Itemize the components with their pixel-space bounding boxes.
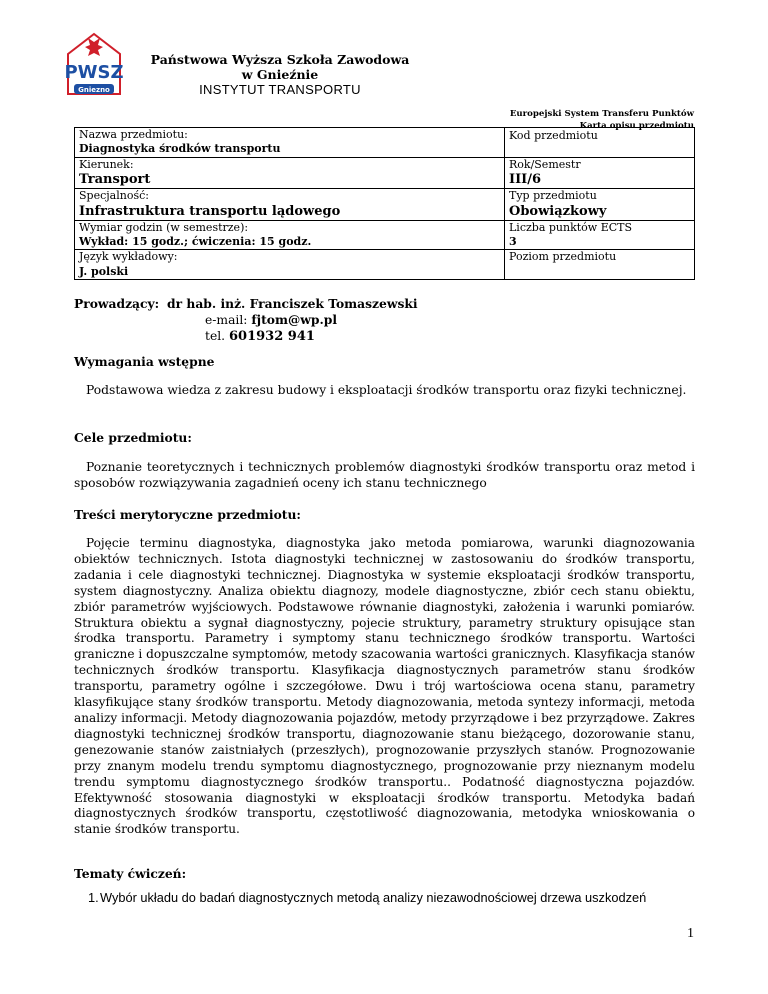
cell-field — [75, 157, 505, 188]
logo-text: PWSZ — [64, 62, 124, 83]
table-row — [75, 128, 695, 158]
section-text-requirements: Podstawowa wiedza z zakresu budowy i eksploatacji środków transportu oraz fizyki technicznej. — [86, 383, 687, 397]
lecturer-label: Prowadzący: — [74, 296, 160, 311]
exercise-list — [88, 890, 695, 906]
table-row — [75, 157, 695, 188]
section-title-requirements: Wymagania wstępne — [74, 354, 215, 369]
cell-specialty — [75, 189, 505, 220]
list-item — [88, 890, 695, 906]
label: Kod przedmiotu — [509, 129, 598, 142]
course-card-table — [74, 127, 695, 280]
page-number: 1 — [687, 926, 694, 941]
lecturer-name: dr hab. inż. Franciszek Tomaszewski — [167, 296, 418, 311]
logo-subtext: Gniezno — [78, 86, 110, 94]
cell-language — [75, 250, 505, 280]
ects-line-1: Europejski System Transferu Punktów — [509, 109, 694, 119]
value: Infrastruktura transportu lądowego — [79, 203, 341, 219]
school-name: Państwowa Wyższa Szkoła Zawodowa — [150, 52, 410, 67]
label: Liczba punktów ECTS — [509, 220, 633, 234]
section-title-goals: Cele przedmiotu: — [74, 430, 192, 445]
label: Kierunek: — [79, 157, 134, 171]
section-text-goals: Poznanie teoretycznych i technicznych problemów diagnostyki środków transportu oraz metod i sposobów rozwiązywania zagadnień oceny ich stanu technicznego — [74, 460, 695, 491]
value: Transport — [79, 172, 151, 188]
list-item-number: 1. — [88, 890, 99, 905]
section-text-content: Pojęcie terminu diagnostyka, diagnostyka jako metoda pomiarowa, warunki diagnozowania obiektów technicznych. Istota diagnostyki technicznej w zastosowaniu do środków transportu, zadania i cele diagnostyki technicznej. Diagnostyka w systemie eksploatacji środków transportu, system diagnostyczny. Analiza obiektu diagnozy, modele diagnostyczne, zbiór cech stanu obiektu, zbiór parametrów wyjściowych. Podstawowe równanie diagnostyki, założenia i warunki pomiarów. Struktura obiektu a sygnał diagnostyczny, pojecie struktury, parametry struktury opisujące stan środka transportu. Parametry i symptomy stanu technicznego środków transportu. Wartości graniczne i dopuszczalne symptomów, metody szacowania wartości granicznych. Klasyfikacja stanów technicznych środków transportu. Klasyfikacja diagnostycznych parametrów stanu środków transportu, parametry ogólne i szczegółowe. Dwu i trój wartościowa ocena stanu, parametry klasyfikujące stany środków transportu. Metody diagnozowania, metoda syntezy informacji, metoda analizy informacji. Metody diagnozowania pojazdów, metody przyrządowe i bez przyrządowe. Zakres diagnostyki technicznej środków transportu, diagnozowanie stanu bieżącego, dozorowanie stanu, genezowanie stanów zaistniałych (przeszłych), prognozowanie przyszłych stanów. Prognozowanie przy znanym modelu trendu symptomu diagnostycznego, prognozowanie przy nieznanym modelu trendu symptomu diagnostycznego środków transportu.. Podatność diagnostyczna pojazdów. Efektywność stosowania diagnostyki w eksploatacji środków transportu. Metodyka badań diagnostycznych środków transportu, częstotliwość diagnozowania, metodyka wnioskowania o stanie środków transportu. — [74, 536, 695, 837]
label: Nazwa przedmiotu: — [79, 128, 188, 141]
cell-ects — [505, 220, 695, 250]
cell-subject-code — [505, 128, 695, 158]
school-city: w Gnieźnie — [241, 67, 319, 82]
pwsz-logo — [58, 30, 130, 100]
label: Wymiar godzin (w semestrze): — [79, 220, 249, 234]
lecturer-phone: 601932 941 — [228, 329, 315, 344]
value: Obowiązkowy — [509, 203, 607, 219]
value: 3 — [509, 235, 517, 249]
value: III/6 — [509, 172, 542, 188]
label: Typ przedmiotu — [509, 189, 597, 203]
cell-hours — [75, 220, 505, 250]
label: Rok/Semestr — [509, 157, 581, 171]
ects-line-2: Karta opisu przedmiotu — [579, 121, 694, 131]
value: Diagnostyka środków transportu — [79, 142, 281, 156]
cell-level — [505, 250, 695, 280]
list-item-text: Wybór układu do badań diagnostycznych metodą analizy niezawodnościowej drzewa uszkodzeń — [100, 890, 647, 905]
value: J. polski — [79, 264, 129, 278]
lecturer-email[interactable]: fjtom@wp.pl — [251, 312, 338, 327]
value: Wykład: 15 godz.; ćwiczenia: 15 godz. — [79, 235, 312, 249]
label: Poziom przedmiotu — [509, 250, 617, 264]
email-label: e-mail: — [205, 313, 252, 327]
table-row — [75, 250, 695, 280]
cell-type — [505, 189, 695, 220]
lecturer-block — [74, 296, 418, 345]
section-title-exercises: Tematy ćwiczeń: — [74, 866, 187, 881]
tel-label: tel. — [205, 329, 229, 343]
institute-name: INSTYTUT TRANSPORTU — [199, 82, 361, 97]
section-title-content: Treści merytoryczne przedmiotu: — [74, 507, 301, 522]
cell-year — [505, 157, 695, 188]
table-row — [75, 189, 695, 220]
cell-subject-name — [75, 128, 505, 158]
table-row — [75, 220, 695, 250]
label: Specjalność: — [79, 189, 149, 203]
label: Język wykładowy: — [79, 250, 178, 264]
